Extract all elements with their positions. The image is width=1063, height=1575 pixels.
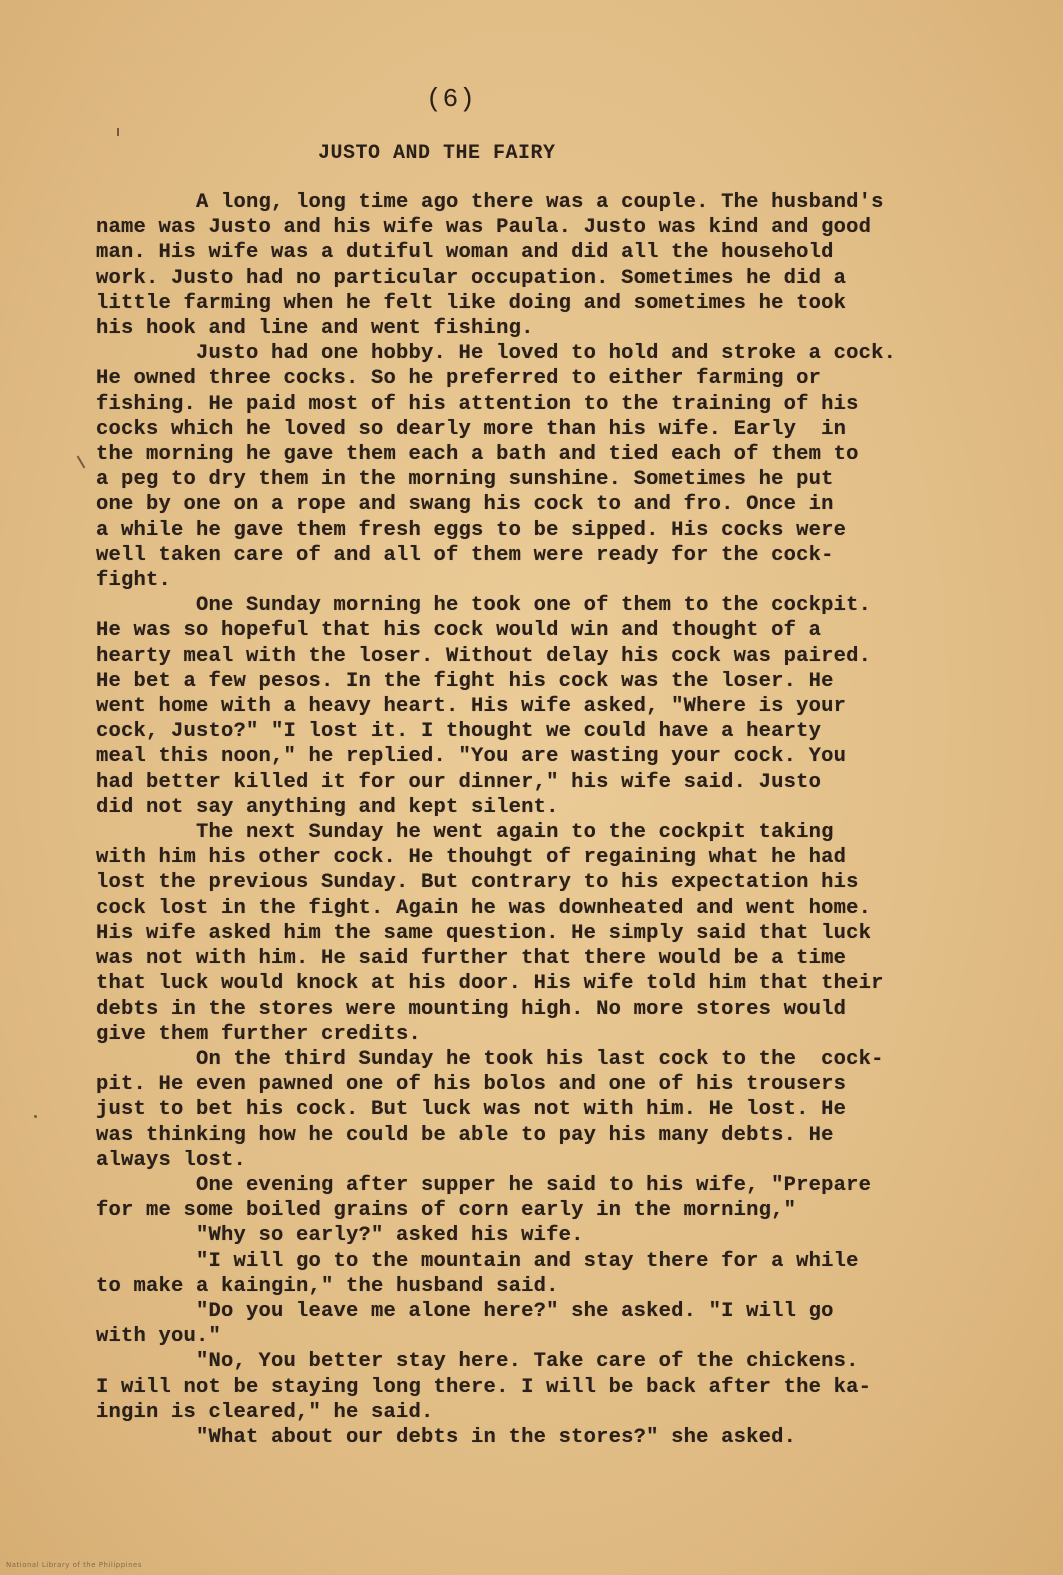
text-line: "Do you leave me alone here?" she asked. "I will go	[96, 1299, 834, 1323]
text-line: His wife asked him the same question. He simply said that luck	[96, 921, 872, 945]
text-line: pit. He even pawned one of his bolos and one of his trousers	[96, 1073, 847, 1097]
story-title: JUSTO AND THE FAIRY	[318, 142, 556, 165]
text-line: work. Justo had no particular occupation. Sometimes he did a	[96, 266, 847, 290]
text-line: fight.	[96, 569, 172, 593]
text-line: for me some boiled grains of corn early in the morning,"	[96, 1199, 797, 1223]
text-line: his hook and line and went fishing.	[96, 317, 534, 341]
text-line: The next Sunday he went again to the cockpit taking	[96, 821, 834, 845]
text-line: fishing. He paid most of his attention to the training of his	[96, 392, 859, 416]
stray-mark	[117, 128, 119, 136]
stray-mark	[77, 455, 86, 468]
text-line: a peg to dry them in the morning sunshine. Sometimes he put	[96, 468, 834, 492]
text-line: one by one on a rope and swang his cock to and fro. Once in	[96, 493, 834, 517]
text-line: "No, You better stay here. Take care of the chickens.	[96, 1350, 859, 1374]
text-line: He bet a few pesos. In the fight his cock was the loser. He	[96, 669, 834, 693]
text-line: debts in the stores were mounting high. No more stores would	[96, 997, 847, 1021]
text-line: was thinking how he could be able to pay his many debts. He	[96, 1123, 834, 1147]
text-line: meal this noon," he replied. "You are wasting your cock. You	[96, 745, 847, 769]
text-line: One Sunday morning he took one of them to the cockpit.	[96, 594, 872, 618]
footer-note: National Library of the Philippines	[6, 1561, 142, 1569]
text-line: On the third Sunday he took his last cock to the cock-	[96, 1047, 884, 1071]
text-line: "What about our debts in the stores?" she asked.	[96, 1425, 797, 1449]
text-line: had better killed it for our dinner," his wife said. Justo	[96, 770, 822, 794]
text-line: with him his other cock. He thouhgt of regaining what he had	[96, 846, 847, 870]
text-line: give them further credits.	[96, 1022, 422, 1046]
text-line: hearty meal with the loser. Without delay his cock was paired.	[96, 644, 872, 668]
text-line: He owned three cocks. So he preferred to either farming or	[96, 367, 822, 391]
text-line: just to bet his cock. But luck was not with him. He lost. He	[96, 1098, 847, 1122]
text-line: the morning he gave them each a bath and tied each of them to	[96, 443, 859, 467]
text-line: name was Justo and his wife was Paula. Justo was kind and good	[96, 216, 872, 240]
text-line: A long, long time ago there was a couple. The husband's	[96, 191, 884, 214]
page-number: (6)	[426, 84, 476, 114]
text-line: was not with him. He said further that there would be a time	[96, 947, 847, 971]
text-line: I will not be staying long there. I will be back after the ka-	[96, 1375, 872, 1399]
text-line: cock, Justo?" "I lost it. I thought we could have a hearty	[96, 720, 822, 744]
text-line: "I will go to the mountain and stay there for a while	[96, 1249, 859, 1273]
text-line: little farming when he felt like doing and sometimes he took	[96, 291, 847, 315]
text-line: ingin is cleared," he said.	[96, 1400, 434, 1424]
text-line: well taken care of and all of them were ready for the cock-	[96, 543, 834, 567]
text-line: cock lost in the fight. Again he was downheated and went home.	[96, 896, 872, 920]
text-line: did not say anything and kept silent.	[96, 795, 559, 819]
text-line: One evening after supper he said to his wife, "Prepare	[96, 1173, 872, 1197]
text-line: "Why so early?" asked his wife.	[96, 1224, 584, 1248]
story-body	[96, 190, 1056, 1450]
stray-mark	[34, 1115, 37, 1118]
text-line: to make a kaingin," the husband said.	[96, 1274, 559, 1298]
text-line: Justo had one hobby. He loved to hold and stroke a cock.	[96, 342, 897, 366]
text-line: with you."	[96, 1325, 222, 1349]
text-line: lost the previous Sunday. But contrary to his expectation his	[96, 871, 859, 895]
text-line: cocks which he loved so dearly more than his wife. Early in	[96, 417, 847, 441]
text-line: man. His wife was a dutiful woman and did all the household	[96, 241, 834, 265]
text-line: a while he gave them fresh eggs to be sipped. His cocks were	[96, 518, 847, 542]
text-line: went home with a heavy heart. His wife asked, "Where is your	[96, 695, 847, 719]
text-line: always lost.	[96, 1148, 247, 1172]
text-line: that luck would knock at his door. His wife told him that their	[96, 972, 884, 996]
text-line: He was so hopeful that his cock would win and thought of a	[96, 619, 822, 643]
